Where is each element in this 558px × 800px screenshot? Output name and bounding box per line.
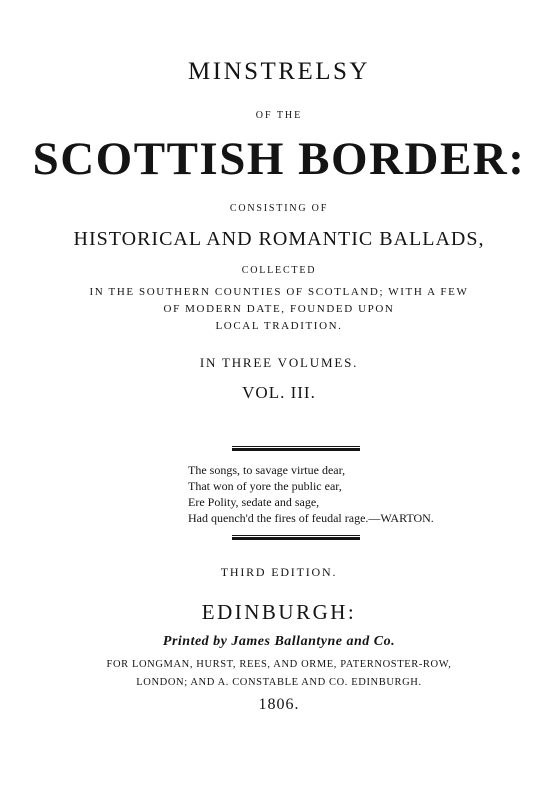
city-text: EDINBURGH: [201,600,357,624]
description-line-1: IN THE SOUTHERN COUNTIES OF SCOTLAND; WITH A FEW [89,286,469,298]
description-line-3: LOCAL TRADITION. [215,320,343,332]
title-line-1: MINSTRELSY [188,58,370,85]
description-line-2: OF MODERN DATE, FOUNDED UPON [163,303,395,315]
epigraph-line-1: The songs, to savage virtue dear, [188,463,346,477]
consisting-of-text: CONSISTING OF [229,203,329,214]
volume-number: VOL. III. [242,383,316,402]
epigraph-line-4: Had quench'd the fires of feudal rage.—WARTON. [188,511,434,525]
title-line-2: SCOTTISH BORDER: [32,133,526,185]
epigraph-line-3: Ere Polity, sedate and sage, [188,495,320,509]
publisher-line-2: LONDON; AND A. CONSTABLE AND CO. EDINBURGH. [136,677,422,688]
epigraph-line-2: That won of yore the public ear, [188,479,342,493]
volumes-text: IN THREE VOLUMES. [199,355,359,370]
printer-line: Printed by James Ballantyne and Co. [162,634,396,649]
bottom-double-rule [232,535,360,540]
of-the-text: OF THE [255,110,303,121]
top-double-rule [232,446,360,451]
publication-year: 1806. [258,696,300,713]
collected-text: COLLECTED [241,265,317,276]
epigraph [188,462,488,526]
subtitle: HISTORICAL AND ROMANTIC BALLADS, [73,228,485,250]
publisher-line-1: FOR LONGMAN, HURST, REES, AND ORME, PATERNOSTER-ROW, [106,659,452,670]
edition-text: THIRD EDITION. [220,565,338,579]
